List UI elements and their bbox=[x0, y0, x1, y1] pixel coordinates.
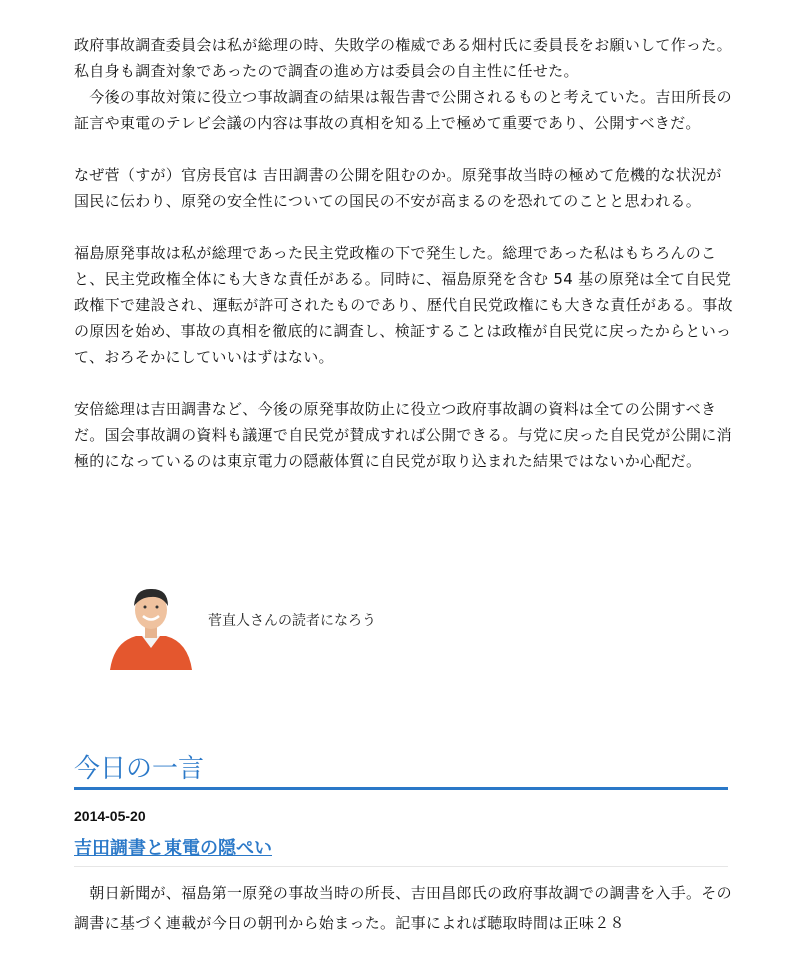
article-paragraph: なぜ菅（すが）官房長官は 吉田調書の公開を阻むのか。原発事故当時の極めて危機的な状況が国民に伝わり、原発の安全性についての国民の不安が高まるのを恐れてのことと思われる。 bbox=[74, 166, 722, 210]
article-body bbox=[74, 32, 734, 474]
article-paragraph: 政府事故調査委員会は私が総理の時、失敗学の権威である畑村氏に委員長をお願いして作った。私自身も調査対象であったので調査の進め方は委員会の自主性に任せた。 bbox=[74, 36, 732, 80]
entry-paragraph: 朝日新聞が、福島第一原発の事故当時の所長、吉田昌郎氏の政府事故調での調書を入手。その調書に基づく連載が今日の朝刊から始まった。記事によれば聴取時間は正味２８ bbox=[74, 884, 732, 932]
entry-title-link[interactable]: 吉田調書と東電の隠ぺい bbox=[74, 836, 728, 867]
reader-prompt[interactable] bbox=[106, 580, 526, 670]
avatar-portrait-icon bbox=[106, 580, 196, 670]
reader-follow-link[interactable]: 菅直人さんの読者になろう bbox=[208, 613, 376, 629]
article-paragraph: 安倍総理は吉田調書など、今後の原発事故防止に役立つ政府事故調の資料は全ての公開すべきだ。国会事故調の資料も議運で自民党が賛成すれば公開できる。与党に戻った自民党が公開に消極的になっているのは東京電力の隠蔽体質に自民党が取り込まれた結果ではないか心配だ。 bbox=[74, 400, 732, 470]
avatar[interactable] bbox=[106, 580, 196, 670]
article-paragraph: 福島原発事故は私が総理であった民主党政権の下で発生した。総理であった私はもちろんのこと、民主党政権全体にも大きな責任がある。同時に、福島原発を含む 54 基の原発は全て自民党政権下で建設され、運転が許可されたものであり、歴代自民党政権にも大きな責任がある。事故の原因を始め、事故の真相を徹底的に調査し、検証することは政権が自民党に戻ったからといって、おろそかにしていいはずはない。 bbox=[74, 244, 733, 366]
entry-date: 2014-05-20 bbox=[74, 808, 146, 824]
article-paragraph: 今後の事故対策に役立つ事故調査の結果は報告書で公開されるものと考えていた。吉田所長の証言や東電のテレビ会議の内容は事故の真相を知る上で極めて重要であり、公開すべきだ。 bbox=[74, 88, 732, 132]
section-heading: 今日の一言 bbox=[74, 752, 728, 790]
entry-body bbox=[74, 878, 734, 938]
